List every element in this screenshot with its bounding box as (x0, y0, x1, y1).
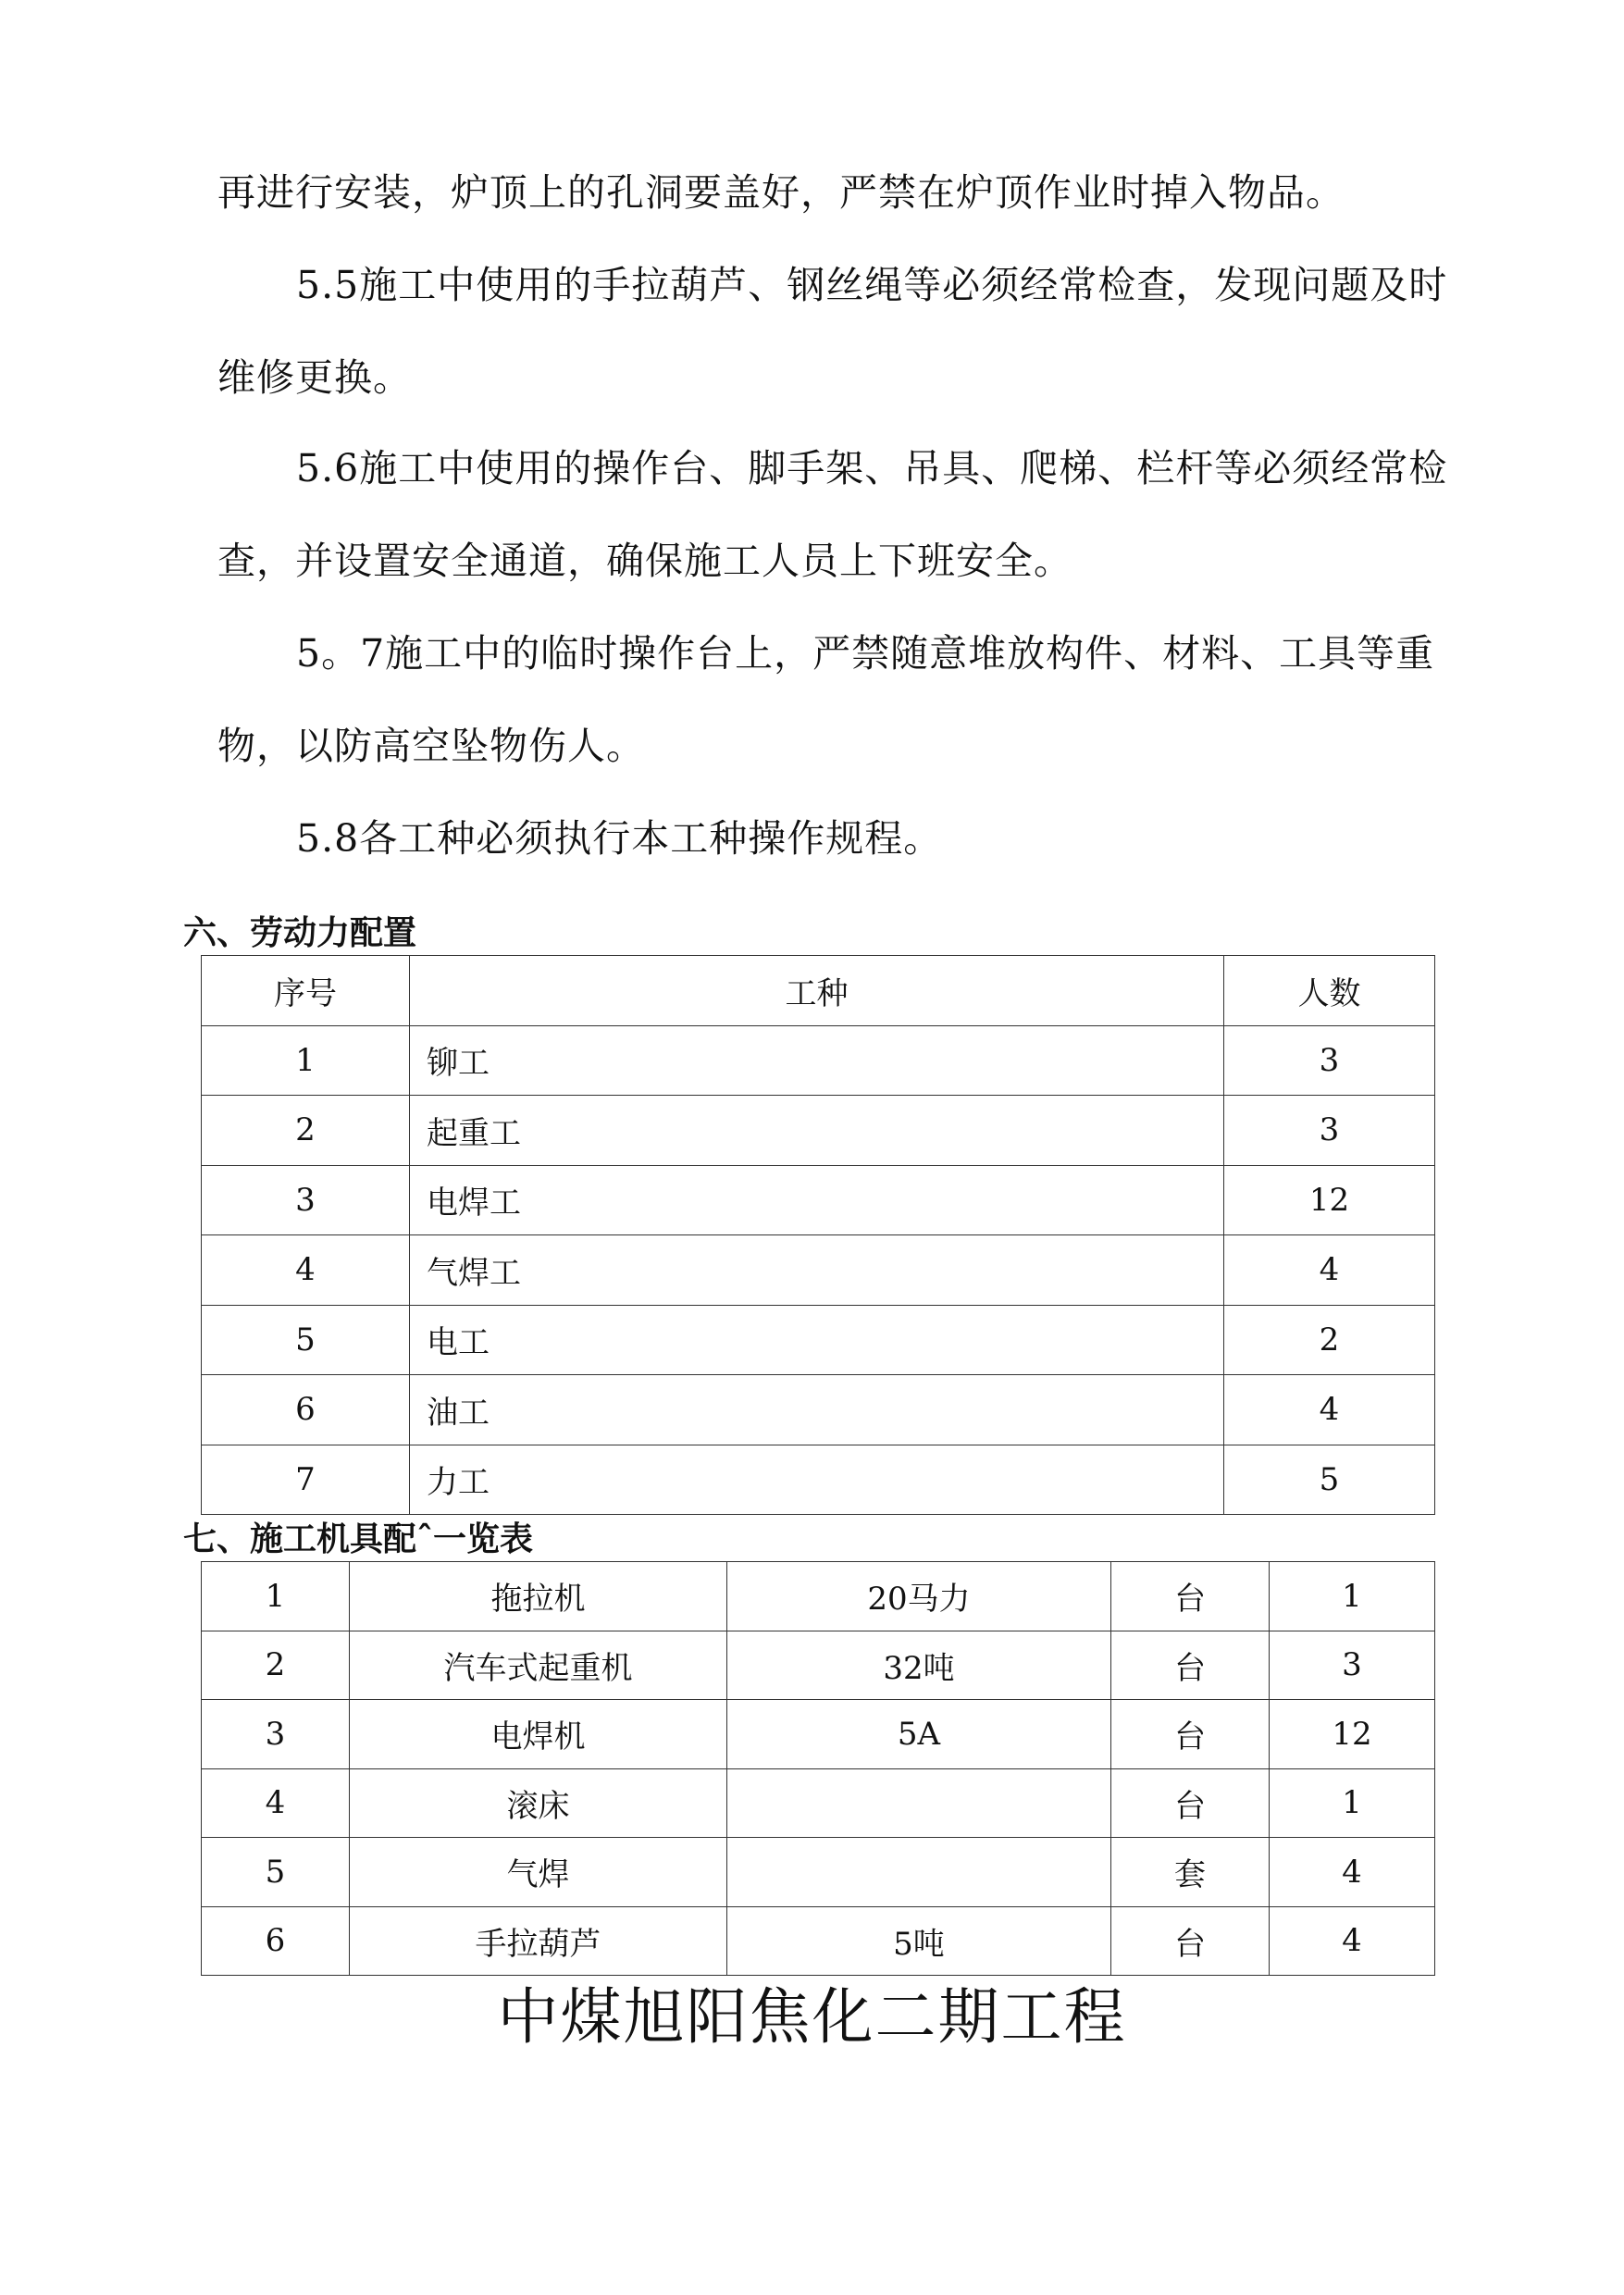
cell-type: 电焊工 (410, 1165, 1224, 1235)
cell-type: 油工 (410, 1375, 1224, 1445)
cell-unit: 台 (1111, 1562, 1270, 1631)
cell-name: 气焊 (350, 1838, 727, 1907)
cell-count: 4 (1224, 1235, 1435, 1306)
table-row (202, 1906, 1435, 1976)
cell-spec: 5吨 (727, 1906, 1111, 1976)
cell-type: 电工 (410, 1305, 1224, 1375)
cell-no: 5 (202, 1305, 410, 1375)
table-row (202, 1375, 1435, 1445)
cell-no: 2 (202, 1096, 410, 1166)
cell-qty: 1 (1270, 1768, 1435, 1838)
cell-name: 滚床 (350, 1768, 727, 1838)
paragraph-line-7: 物，以防高空坠物伤人。 (217, 724, 645, 768)
cell-name: 电焊机 (350, 1700, 727, 1769)
cell-qty: 4 (1270, 1838, 1435, 1907)
cell-qty: 1 (1270, 1562, 1435, 1631)
table-header-row (202, 956, 1435, 1026)
cell-no: 4 (202, 1235, 410, 1306)
cell-no: 2 (202, 1631, 350, 1700)
labor-table (201, 955, 1435, 1515)
cell-unit: 台 (1111, 1631, 1270, 1700)
header-type: 工种 (410, 956, 1224, 1026)
cell-qty: 4 (1270, 1906, 1435, 1976)
equipment-section-heading: 七、施工机具配ˆ一览表 (183, 1520, 534, 1558)
paragraph-line-5: 查，并设置安全通道，确保施工人员上下班安全。 (217, 539, 1072, 583)
paragraph-line-1: 再进行安装，炉顶上的孔洞要盖好，严禁在炉顶作业时掉入物品。 (217, 170, 1345, 215)
cell-name: 手拉葫芦 (350, 1906, 727, 1976)
table-row (202, 1445, 1435, 1515)
cell-no: 1 (202, 1562, 350, 1631)
cell-spec (727, 1768, 1111, 1838)
labor-section-heading: 六、劳动力配置 (183, 913, 417, 952)
cell-type: 铆工 (410, 1025, 1224, 1096)
cell-count: 12 (1224, 1165, 1435, 1235)
header-no: 序号 (202, 956, 410, 1026)
paragraph-line-2: 5.5施工中使用的手拉葫芦、钢丝绳等必须经常检查，发现问题及时 (296, 263, 1448, 307)
paragraph-line-3: 维修更换。 (217, 355, 412, 400)
cell-unit: 台 (1111, 1768, 1270, 1838)
cell-spec: 20马力 (727, 1562, 1111, 1631)
cell-name: 拖拉机 (350, 1562, 727, 1631)
table-row (202, 1165, 1435, 1235)
project-title: 中煤旭阳焦化二期工程 (497, 1981, 1127, 2053)
cell-no: 4 (202, 1768, 350, 1838)
cell-name: 汽车式起重机 (350, 1631, 727, 1700)
cell-count: 3 (1224, 1096, 1435, 1166)
equipment-table (201, 1561, 1435, 1976)
cell-count: 4 (1224, 1375, 1435, 1445)
cell-type: 力工 (410, 1445, 1224, 1515)
table-row (202, 1305, 1435, 1375)
paragraph-line-8: 5.8各工种必须执行本工种操作规程。 (296, 816, 943, 861)
cell-qty: 12 (1270, 1700, 1435, 1769)
table-row (202, 1562, 1435, 1631)
cell-no: 3 (202, 1165, 410, 1235)
cell-unit: 套 (1111, 1838, 1270, 1907)
cell-spec (727, 1838, 1111, 1907)
table-row (202, 1025, 1435, 1096)
cell-spec: 32吨 (727, 1631, 1111, 1700)
cell-count: 3 (1224, 1025, 1435, 1096)
cell-qty: 3 (1270, 1631, 1435, 1700)
table-row (202, 1631, 1435, 1700)
cell-no: 3 (202, 1700, 350, 1769)
header-count: 人数 (1224, 956, 1435, 1026)
paragraph-line-6: 5。7施工中的临时操作台上，严禁随意堆放构件、材料、工具等重 (296, 631, 1435, 676)
cell-type: 气焊工 (410, 1235, 1224, 1306)
table-row (202, 1096, 1435, 1166)
paragraph-line-4: 5.6施工中使用的操作台、脚手架、吊具、爬梯、栏杆等必须经常检 (296, 446, 1448, 490)
cell-count: 5 (1224, 1445, 1435, 1515)
cell-no: 6 (202, 1375, 410, 1445)
cell-spec: 5A (727, 1700, 1111, 1769)
table-row (202, 1235, 1435, 1306)
cell-no: 6 (202, 1906, 350, 1976)
cell-no: 5 (202, 1838, 350, 1907)
cell-type: 起重工 (410, 1096, 1224, 1166)
cell-count: 2 (1224, 1305, 1435, 1375)
cell-no: 7 (202, 1445, 410, 1515)
table-row (202, 1700, 1435, 1769)
table-row (202, 1838, 1435, 1907)
cell-no: 1 (202, 1025, 410, 1096)
cell-unit: 台 (1111, 1700, 1270, 1769)
table-row (202, 1768, 1435, 1838)
cell-unit: 台 (1111, 1906, 1270, 1976)
